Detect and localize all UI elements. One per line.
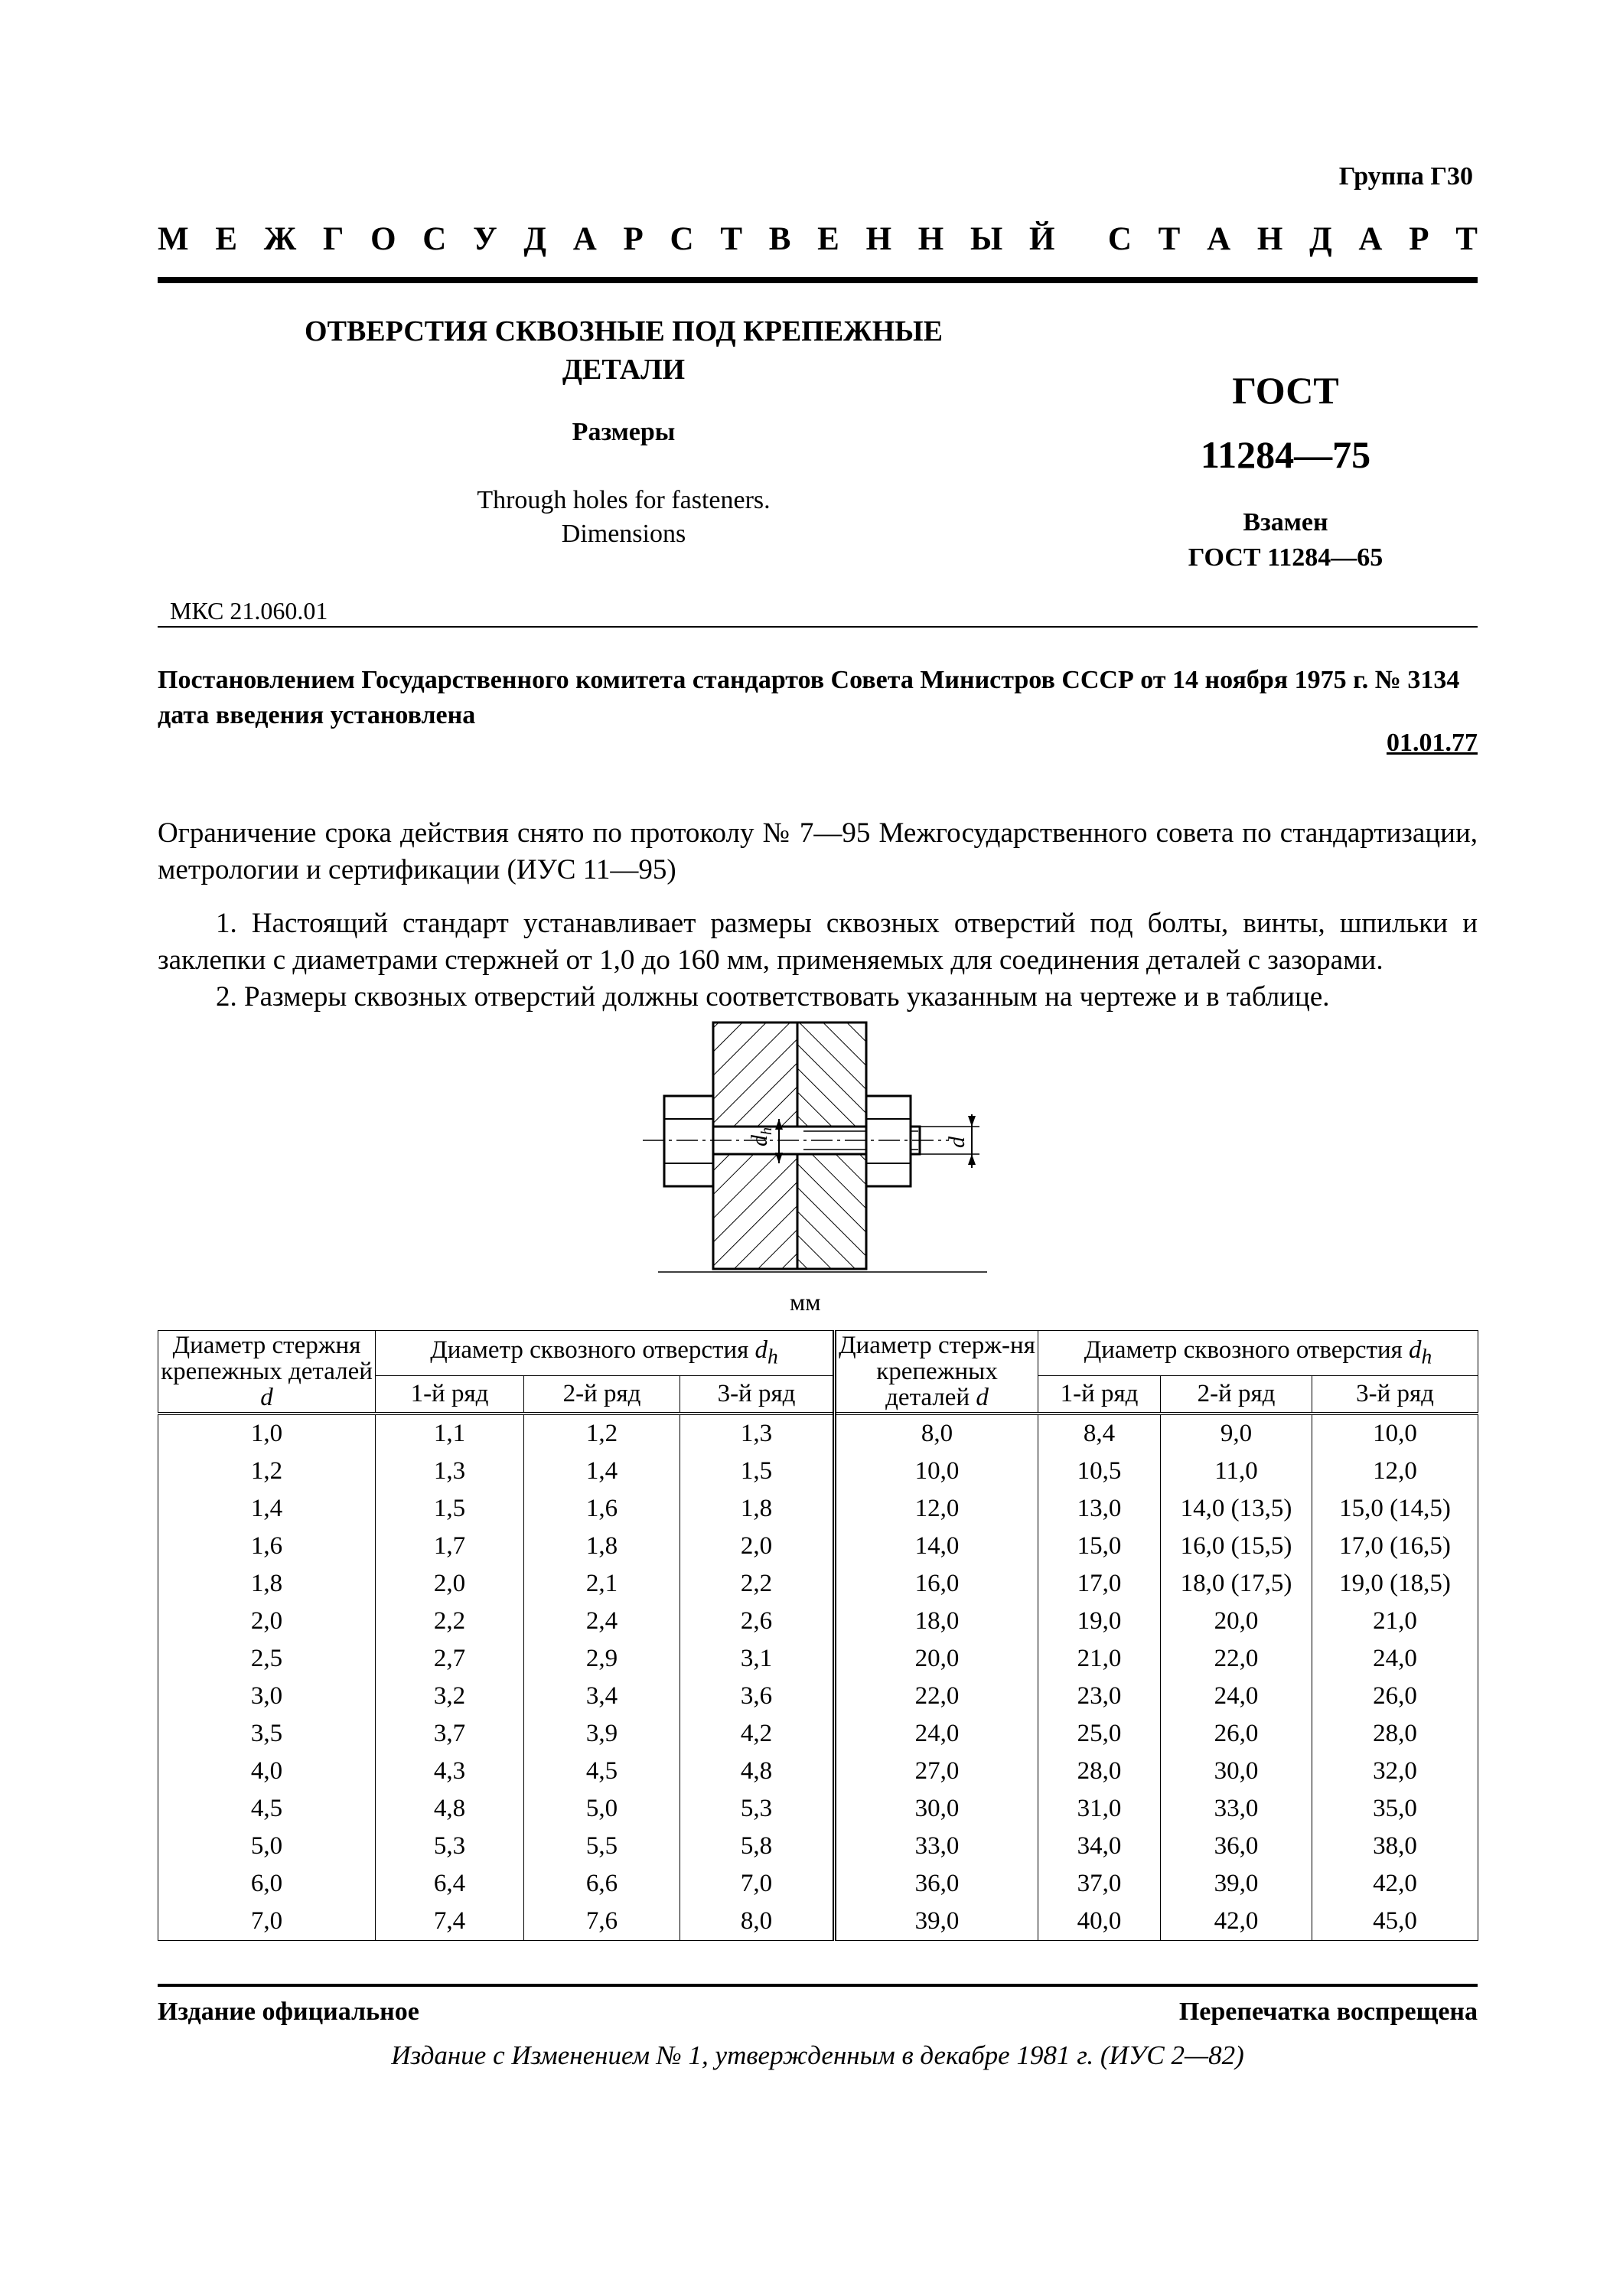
- table-cell: 4,5: [158, 1790, 376, 1828]
- table-cell: 3,7: [376, 1715, 524, 1753]
- standard-type-letter: Н: [865, 221, 892, 257]
- standard-type-letter: У: [473, 221, 497, 257]
- table-cell: 40,0: [1038, 1903, 1161, 1941]
- standard-type-letter: Ы: [970, 221, 1003, 257]
- table-cell: 42,0: [1161, 1903, 1312, 1941]
- standard-type-letter: А: [1358, 221, 1383, 257]
- table-row: [158, 1453, 1478, 1490]
- clause-2: 2. Размеры сквозных отверстий должны соответствовать указанным на чертеже и в таблице.: [216, 981, 1330, 1013]
- standard-type-letter: С: [670, 221, 694, 257]
- english-title-line-1: Through holes for fasteners.: [477, 486, 771, 514]
- table-cell: 26,0: [1312, 1678, 1478, 1715]
- restriction-paragraph: Ограничение срока действия снято по протоколу № 7—95 Межгосударственного совета по стандартизации, метрологии и сертификации (ИУС 11—95): [158, 817, 1478, 885]
- replaces-label: Взамен: [1243, 508, 1328, 536]
- table-cell: 22,0: [1161, 1640, 1312, 1678]
- table-cell: 2,7: [376, 1640, 524, 1678]
- table-cell: 34,0: [1038, 1828, 1161, 1865]
- replaces-block: [1133, 505, 1439, 576]
- table-cell: 3,6: [680, 1678, 835, 1715]
- d-label: d: [944, 1137, 970, 1148]
- table-cell: 1,6: [158, 1528, 376, 1565]
- table-cell: 13,0: [1038, 1490, 1161, 1528]
- table-cell: 18,0: [835, 1603, 1038, 1640]
- clause-1: 1. Настоящий стандарт устанавливает размеры сквозных отверстий под болты, винты, шпильки и заклепки с диаметрами стержней от 1,0 до 160 мм, применяемых для соединения деталей с зазорами.: [158, 908, 1478, 976]
- gost-label: ГОСТ: [1232, 369, 1339, 412]
- table-cell: 38,0: [1312, 1828, 1478, 1865]
- standard-type-letter: М: [158, 221, 189, 257]
- table-cell: 11,0: [1161, 1453, 1312, 1490]
- official-edition: Издание официальное: [158, 1998, 419, 2026]
- table-cell: 21,0: [1038, 1640, 1161, 1678]
- table-cell: 8,0: [835, 1414, 1038, 1453]
- standard-type-letter: Н: [1256, 221, 1283, 257]
- table-cell: 14,0 (13,5): [1161, 1490, 1312, 1528]
- table-cell: 17,0: [1038, 1565, 1161, 1603]
- hole-dimensions-table: [158, 1330, 1478, 1941]
- table-cell: 3,4: [524, 1678, 680, 1715]
- table-cell: 14,0: [835, 1528, 1038, 1565]
- table-cell: 1,8: [680, 1490, 835, 1528]
- table-cell: 2,4: [524, 1603, 680, 1640]
- table-cell: 7,0: [680, 1865, 835, 1903]
- table-cell: 25,0: [1038, 1715, 1161, 1753]
- table-row: [158, 1603, 1478, 1640]
- document-title: [253, 312, 995, 389]
- table-cell: 1,5: [680, 1453, 835, 1490]
- header-row-3rd: 3-й ряд: [680, 1375, 835, 1414]
- replaces-number: ГОСТ 11284—65: [1188, 543, 1383, 572]
- edition-note: Издание с Изменением № 1, утвержденным в декабре 1981 г. (ИУС 2—82): [391, 2040, 1244, 2070]
- table-cell: 2,6: [680, 1603, 835, 1640]
- table-cell: 2,0: [158, 1603, 376, 1640]
- table-cell: 4,5: [524, 1753, 680, 1790]
- table-cell: 24,0: [835, 1715, 1038, 1753]
- bolt-head: [664, 1096, 713, 1186]
- table-cell: 6,0: [158, 1865, 376, 1903]
- table-cell: 35,0: [1312, 1790, 1478, 1828]
- table-cell: 7,6: [524, 1903, 680, 1941]
- table-cell: 26,0: [1161, 1715, 1312, 1753]
- table-cell: 4,3: [376, 1753, 524, 1790]
- table-cell: 33,0: [1161, 1790, 1312, 1828]
- gost-number: 11284—75: [1200, 433, 1371, 476]
- table-cell: 30,0: [835, 1790, 1038, 1828]
- table-cell: 3,5: [158, 1715, 376, 1753]
- table-cell: 3,9: [524, 1715, 680, 1753]
- table-cell: 24,0: [1161, 1678, 1312, 1715]
- introduction-date: 01.01.77: [1387, 729, 1478, 757]
- table-cell: 1,8: [524, 1528, 680, 1565]
- table-row: [158, 1828, 1478, 1865]
- table-cell: 36,0: [835, 1865, 1038, 1903]
- table-row: [158, 1790, 1478, 1828]
- table-cell: 10,0: [1312, 1414, 1478, 1453]
- table-cell: 23,0: [1038, 1678, 1161, 1715]
- fastener-drawing: [627, 1018, 995, 1278]
- table-cell: 15,0: [1038, 1528, 1161, 1565]
- header-shank-diameter-right: Диаметр стерж-ня крепежных деталей d: [835, 1331, 1038, 1414]
- table-row: [158, 1528, 1478, 1565]
- table-cell: 1,1: [376, 1414, 524, 1453]
- table-cell: 1,2: [158, 1453, 376, 1490]
- standard-type-letter: Г: [323, 221, 344, 257]
- decree-text: Постановлением Государственного комитета стандартов Совета Министров СССР от 14 ноября 1975 г. № 3134 дата введения установлена: [158, 666, 1460, 729]
- standard-type-letter: Й: [1028, 221, 1055, 257]
- header-row-1st: 1-й ряд: [376, 1375, 524, 1414]
- table-cell: 2,2: [680, 1565, 835, 1603]
- table-cell: 12,0: [1312, 1453, 1478, 1490]
- table-cell: 1,8: [158, 1565, 376, 1603]
- table-cell: 2,1: [524, 1565, 680, 1603]
- table-cell: 2,0: [376, 1565, 524, 1603]
- table-cell: 8,0: [680, 1903, 835, 1941]
- table-cell: 20,0: [835, 1640, 1038, 1678]
- table-cell: 39,0: [835, 1903, 1038, 1941]
- standard-type-letter: Д: [523, 221, 546, 257]
- table-cell: 39,0: [1161, 1865, 1312, 1903]
- table-cell: 17,0 (16,5): [1312, 1528, 1478, 1565]
- table-cell: 24,0: [1312, 1640, 1478, 1678]
- table-cell: 2,2: [376, 1603, 524, 1640]
- header-hole-diameter: Диаметр сквозного отверстия $d_h$: [376, 1331, 835, 1376]
- header-row-1st-right: 1-й ряд: [1038, 1375, 1161, 1414]
- standard-type-letter: В: [768, 221, 791, 257]
- table-cell: 27,0: [835, 1753, 1038, 1790]
- title-line-1: ОТВЕРСТИЯ СКВОЗНЫЕ ПОД КРЕПЕЖНЫЕ: [305, 315, 943, 347]
- table-cell: 1,4: [158, 1490, 376, 1528]
- table-cell: 4,8: [376, 1790, 524, 1828]
- standard-type-letter: Ж: [263, 221, 297, 257]
- table-cell: 5,3: [376, 1828, 524, 1865]
- units-label: мм: [790, 1288, 821, 1316]
- table-cell: 42,0: [1312, 1865, 1478, 1903]
- table-cell: 5,5: [524, 1828, 680, 1865]
- document-subtitle: Размеры: [572, 418, 676, 446]
- table-row: [158, 1640, 1478, 1678]
- english-title: [253, 484, 995, 551]
- table-row: [158, 1565, 1478, 1603]
- table-cell: 28,0: [1312, 1715, 1478, 1753]
- mks-rule: [158, 626, 1478, 628]
- table-cell: 3,2: [376, 1678, 524, 1715]
- header-rule: [158, 277, 1478, 283]
- standard-type-letter: А: [1207, 221, 1231, 257]
- table-cell: 45,0: [1312, 1903, 1478, 1941]
- title-line-2: ДЕТАЛИ: [562, 354, 686, 386]
- table-cell: 6,4: [376, 1865, 524, 1903]
- footer-rule: [158, 1984, 1478, 1987]
- table-cell: 4,0: [158, 1753, 376, 1790]
- gost-designation: [1155, 358, 1416, 487]
- table-cell: 2,0: [680, 1528, 835, 1565]
- table-cell: 4,2: [680, 1715, 835, 1753]
- reprint-prohibited: Перепечатка воспрещена: [1178, 1998, 1478, 2026]
- table-cell: 3,1: [680, 1640, 835, 1678]
- header-shank-diameter: Диаметр стержня крепежных деталей d: [158, 1331, 376, 1414]
- table-cell: 5,8: [680, 1828, 835, 1865]
- table-cell: 5,3: [680, 1790, 835, 1828]
- dh-label: $d_h$: [747, 1127, 775, 1146]
- table-cell: 1,2: [524, 1414, 680, 1453]
- table-row: [158, 1715, 1478, 1753]
- table-cell: 1,0: [158, 1414, 376, 1453]
- standard-type-letter: Н: [917, 221, 944, 257]
- table-cell: 12,0: [835, 1490, 1038, 1528]
- table-cell: 3,0: [158, 1678, 376, 1715]
- standard-type-letter: Р: [623, 221, 644, 257]
- table-cell: 37,0: [1038, 1865, 1161, 1903]
- table-cell: 16,0 (15,5): [1161, 1528, 1312, 1565]
- d-dimension: [920, 1114, 979, 1168]
- table-cell: 4,8: [680, 1753, 835, 1790]
- table-cell: 1,7: [376, 1528, 524, 1565]
- standard-type-letter: С: [422, 221, 447, 257]
- table-cell: 19,0: [1038, 1603, 1161, 1640]
- table-row: [158, 1414, 1478, 1453]
- header-hole-diameter-right: Диаметр сквозного отверстия $d_h$: [1038, 1331, 1478, 1376]
- table-cell: 2,5: [158, 1640, 376, 1678]
- table-row: [158, 1490, 1478, 1528]
- standard-type-letter: С: [1107, 221, 1132, 257]
- table-cell: 32,0: [1312, 1753, 1478, 1790]
- table-row: [158, 1753, 1478, 1790]
- group-code: Группа Г30: [1338, 162, 1473, 191]
- standard-type-letter: Т: [720, 221, 743, 257]
- standard-type-letter: Т: [1158, 221, 1181, 257]
- table-cell: 5,0: [524, 1790, 680, 1828]
- table-cell: 22,0: [835, 1678, 1038, 1715]
- standard-type-letter: Р: [1409, 221, 1429, 257]
- table-cell: 31,0: [1038, 1790, 1161, 1828]
- mks-code: МКС 21.060.01: [170, 597, 328, 625]
- table-cell: 8,4: [1038, 1414, 1161, 1453]
- standard-type-letter: Е: [817, 221, 839, 257]
- table-cell: 6,6: [524, 1865, 680, 1903]
- table-cell: 16,0: [835, 1565, 1038, 1603]
- table-cell: 2,9: [524, 1640, 680, 1678]
- table-cell: 1,5: [376, 1490, 524, 1528]
- table-cell: 33,0: [835, 1828, 1038, 1865]
- table-cell: 30,0: [1161, 1753, 1312, 1790]
- standard-type-letter: А: [572, 221, 597, 257]
- standard-type-heading: [158, 220, 1478, 258]
- table-row: [158, 1903, 1478, 1941]
- table-cell: 28,0: [1038, 1753, 1161, 1790]
- header-row-2nd-right: 2-й ряд: [1161, 1375, 1312, 1414]
- table-cell: 7,0: [158, 1903, 376, 1941]
- table-row: [158, 1678, 1478, 1715]
- table-cell: 10,0: [835, 1453, 1038, 1490]
- table-cell: 9,0: [1161, 1414, 1312, 1453]
- table-cell: 15,0 (14,5): [1312, 1490, 1478, 1528]
- table-cell: 18,0 (17,5): [1161, 1565, 1312, 1603]
- standard-type-letter: Т: [1455, 221, 1478, 257]
- table-cell: 7,4: [376, 1903, 524, 1941]
- english-title-line-2: Dimensions: [561, 520, 686, 548]
- standard-type-letter: О: [370, 221, 396, 257]
- table-header-row-1: [158, 1331, 1478, 1376]
- header-row-3rd-right: 3-й ряд: [1312, 1375, 1478, 1414]
- standard-type-letter: Д: [1309, 221, 1332, 257]
- table-cell: 36,0: [1161, 1828, 1312, 1865]
- table-cell: 1,4: [524, 1453, 680, 1490]
- table-row: [158, 1865, 1478, 1903]
- table-cell: 1,3: [376, 1453, 524, 1490]
- table-cell: 1,6: [524, 1490, 680, 1528]
- table-cell: 5,0: [158, 1828, 376, 1865]
- table-cell: 21,0: [1312, 1603, 1478, 1640]
- table-cell: 1,3: [680, 1414, 835, 1453]
- table-cell: 10,5: [1038, 1453, 1161, 1490]
- nut: [866, 1096, 911, 1186]
- table-cell: 20,0: [1161, 1603, 1312, 1640]
- standard-type-letter: Е: [215, 221, 238, 257]
- table-cell: 19,0 (18,5): [1312, 1565, 1478, 1603]
- header-row-2nd: 2-й ряд: [524, 1375, 680, 1414]
